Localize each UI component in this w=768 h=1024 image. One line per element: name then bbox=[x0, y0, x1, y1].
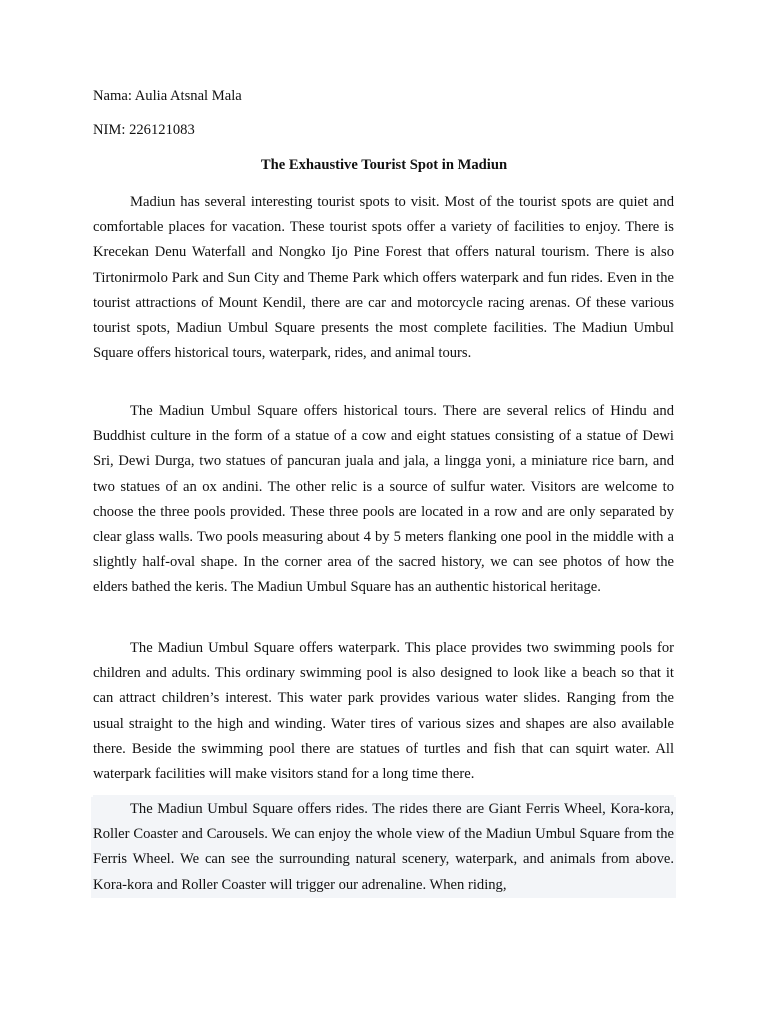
student-nim-line: NIM: 226121083 bbox=[93, 122, 195, 138]
paragraph-rides: The Madiun Umbul Square offers rides. The rides there are Giant Ferris Wheel, Kora-kora, Roller Coaster and Carousels. We can enjoy the whole view of the Madiun Umbul Square from the Ferris Wheel. We can see the surrounding natural scenery, waterpark, and animals from above. Kora-kora and Roller Coaster will trigger our adrenaline. When riding, bbox=[93, 797, 674, 898]
student-name-line: Nama: Aulia Atsnal Mala bbox=[93, 88, 242, 104]
paragraph-historical-tours: The Madiun Umbul Square offers historical tours. There are several relics of Hindu and Buddhist culture in the form of a statue of a cow and eight statues consisting of a statue of Dewi Sri, Dewi Durga, two statues of pancuran juala and jala, a lingga yoni, a miniature rice barn, and two statues of an ox andini. The other relic is a source of sulfur water. Visitors are welcome to choose the three pools provided. These three pools are located in a row and are only separated by clear glass walls. Two pools measuring about 4 by 5 meters flanking one pool in the middle with a slightly half-oval shape. In the corner area of the sacred history, we can see photos of how the elders bathed the keris. The Madiun Umbul Square has an authentic historical heritage. bbox=[93, 403, 674, 596]
paragraph-intro: Madiun has several interesting tourist spots to visit. Most of the tourist spots are quiet and comfortable places for vacation. These tourist spots offer a variety of facilities to enjoy. There is Krecekan Denu Waterfall and Nongko Ijo Pine Forest that offers natural tourism. There is also Tirtonirmolo Park and Sun City and Theme Park which offers waterpark and fun rides. Even in the tourist attractions of Mount Kendil, there are car and motorcycle racing arenas. Of these various tourist spots, Madiun Umbul Square presents the most complete facilities. The Madiun Umbul Square offers historical tours, waterpark, rides, and animal tours. bbox=[93, 194, 674, 362]
essay-title: The Exhaustive Tourist Spot in Madiun bbox=[260, 157, 508, 173]
paragraph-waterpark: The Madiun Umbul Square offers waterpark. This place provides two swimming pools for children and adults. This ordinary swimming pool is also designed to look like a beach so that it can attract children’s interest. This water park provides various water slides. Ranging from the usual straight to the high and winding. Water tires of various sizes and shapes are also available there. Beside the swimming pool there are statues of turtles and fish that can squirt water. All waterpark facilities will make visitors stand for a long time there. bbox=[93, 640, 674, 783]
